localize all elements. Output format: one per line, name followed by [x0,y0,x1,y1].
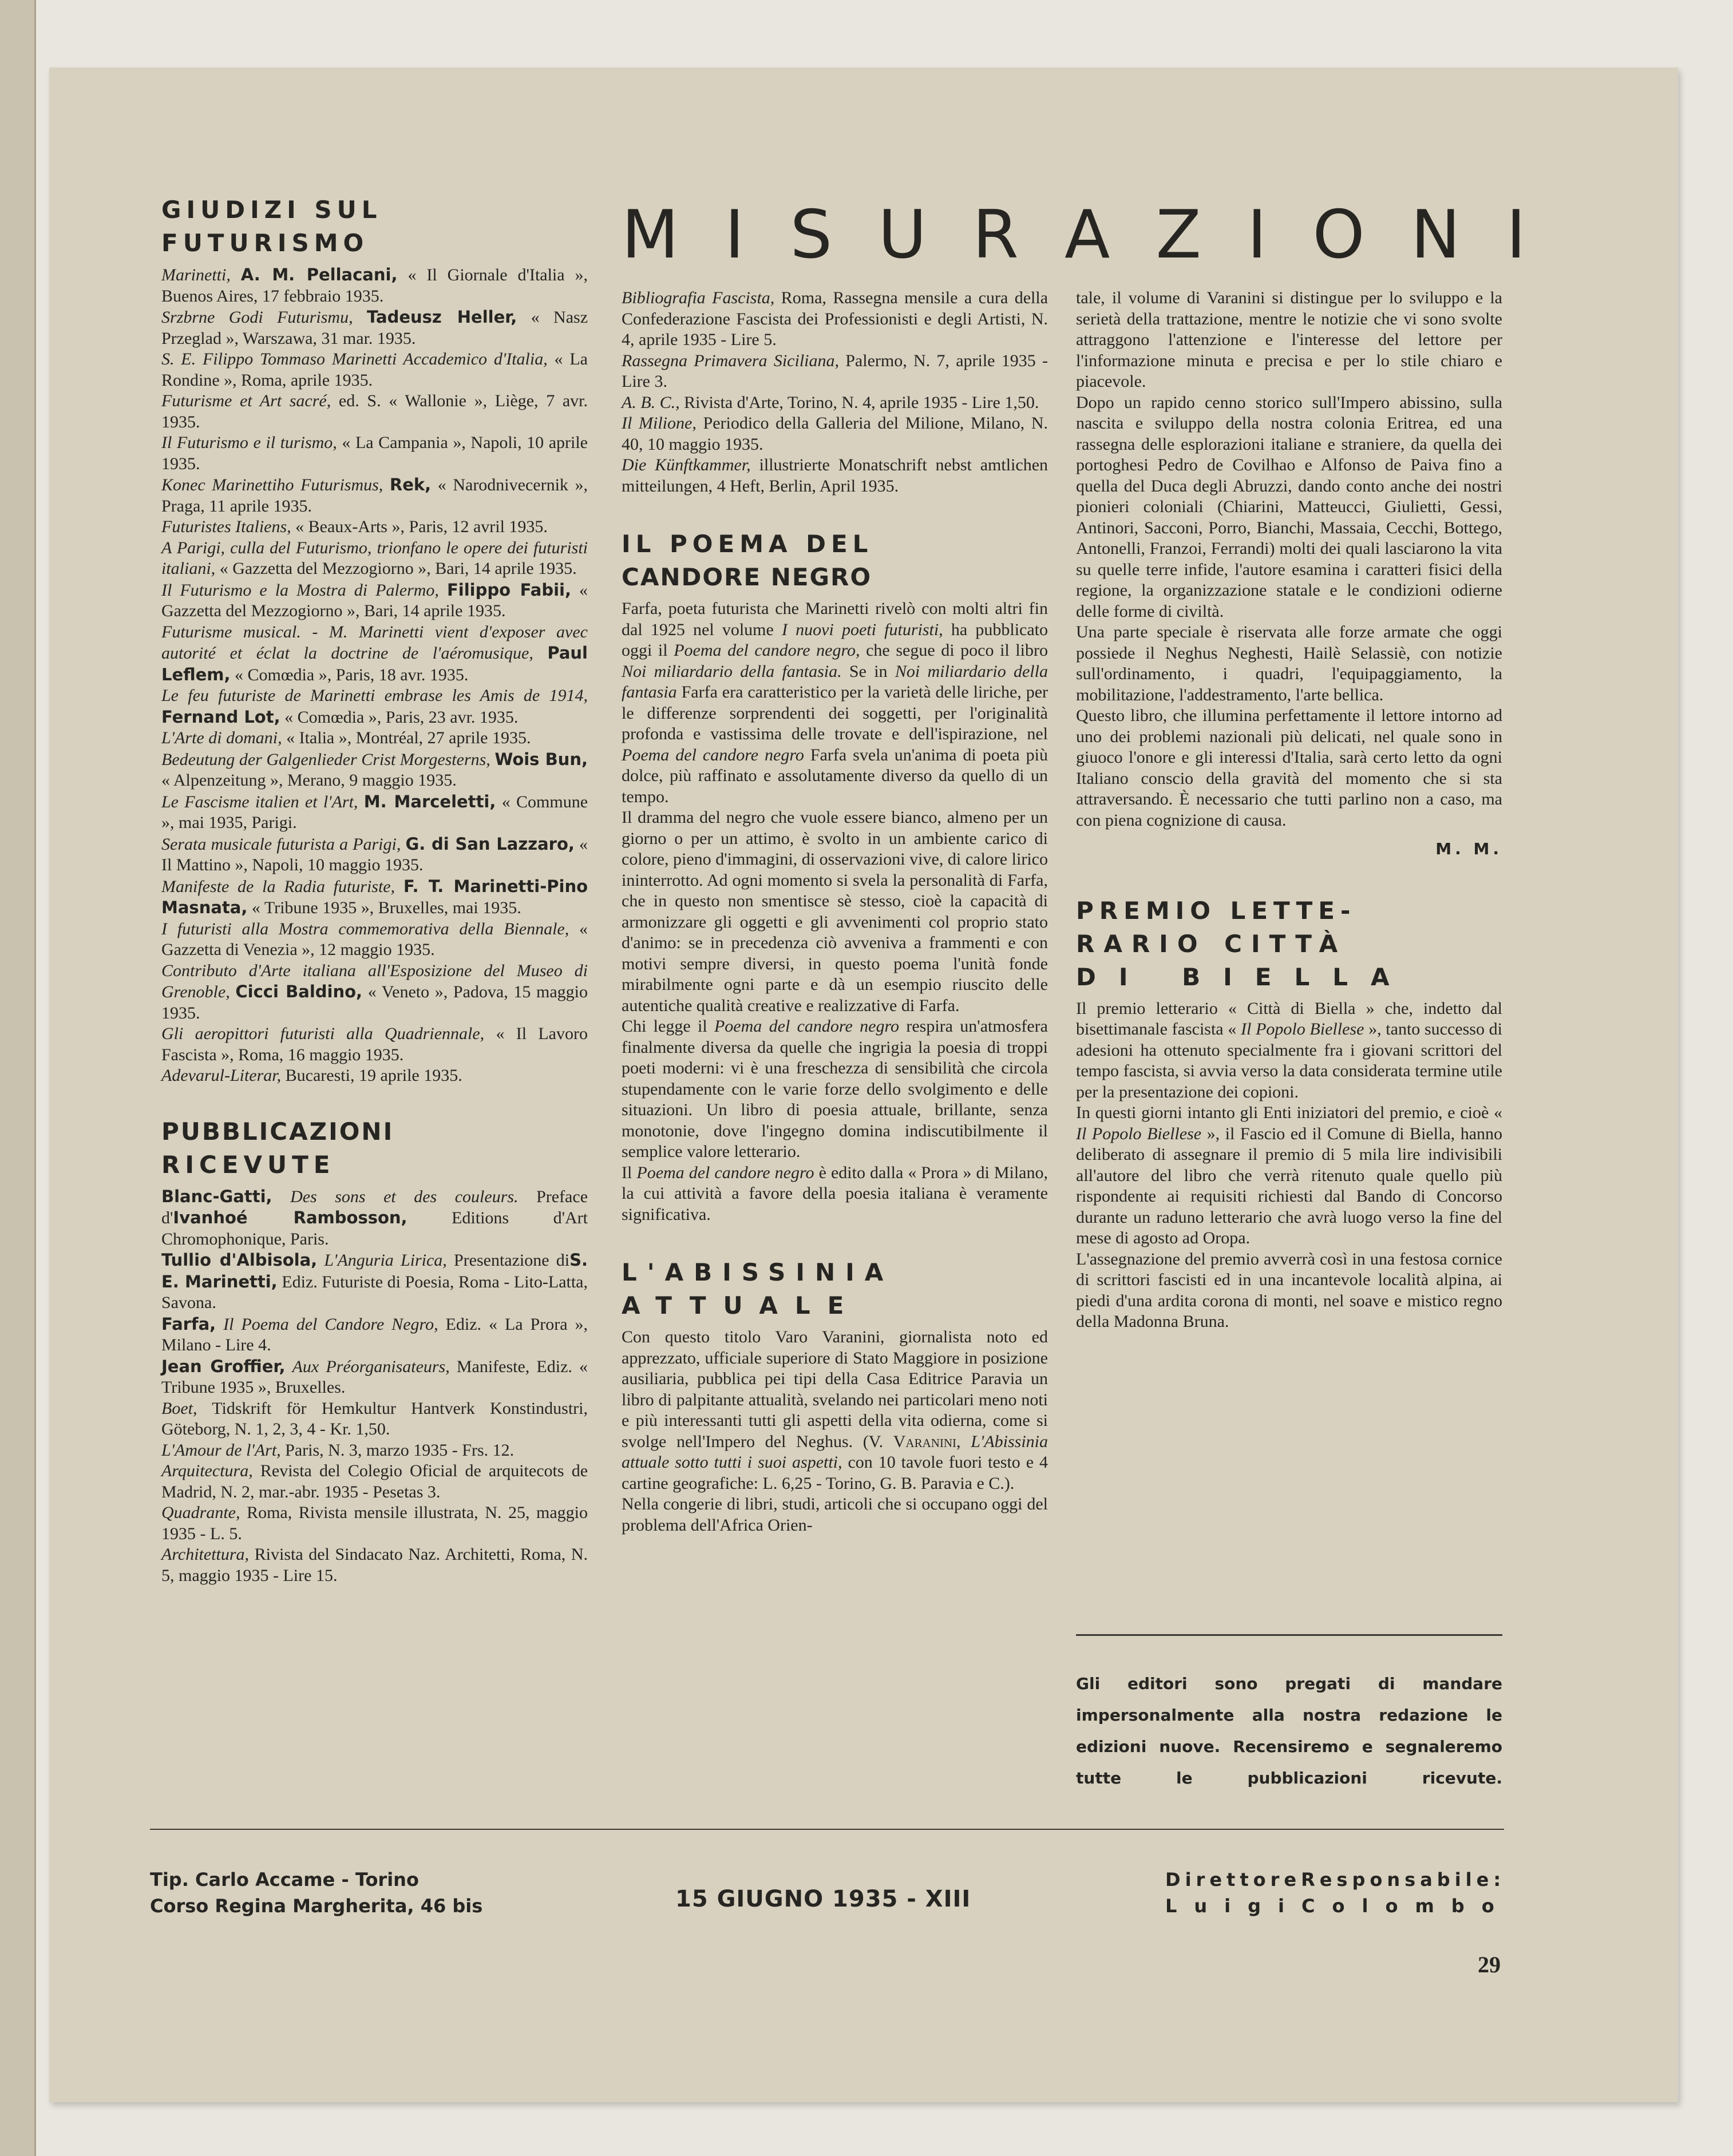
issue-date: 15 GIUGNO 1935 - XIII [675,1886,971,1912]
text-segment: », il Fascio ed il Comune di Biella, hanno deliberato di assegnare il premio di 5 mila lire indivisibili all'autore del libro che verrà ritenuto quale quello più rispondente ai requisiti richiesti dal Bando di Concorso durante un raduno letterario che avrà luogo verso la fine del mese di agosto ad Oropa. [1076,1124,1503,1247]
judgment-entry [161,834,588,876]
source-info: « Gazzetta di Venezia », 12 maggio 1935. [161,919,588,959]
abissinia-paragraph: Nella congerie di libri, studi, articoli che si occupano oggi del problema dell'Africa Orien- [622,1495,1048,1535]
farfa-paragraph [622,599,1048,807]
source-info: « Veneto », Padova, 15 maggio 1935. [161,982,588,1022]
text-segment [961,1432,971,1451]
article-title: Konec Marinettiho Futurismus, [161,475,383,494]
page-title: M I S U R A Z I O N I [622,196,1526,274]
publication-entry [161,1461,588,1503]
publication-details: Roma, Rivista mensile illustrata, N. 25, maggio 1935 - L. 5. [161,1503,588,1543]
source-info: « Il Lavoro Fascista », Roma, 16 maggio 1935. [161,1024,588,1064]
article-title: Marinetti, [161,265,231,284]
publication-entry [161,1544,588,1586]
article-title: Serata musicale futurista a Parigi, [161,834,401,854]
premio-heading: PREMIO LETTE- RARIO CITTÀ DI BIELLA [1076,896,1412,991]
publication-title: Bibliografia Fascista, [622,288,775,307]
text-segment: Farfa, poeta futurista che Marinetti rivelò con molti altri fin dal 1925 nel volume [622,599,1048,639]
source-info: « Comœdia », Paris, 18 avr. 1935. [235,665,469,684]
footer-divider [150,1829,1504,1830]
publication-entry [622,351,1048,393]
pubblicazioni-heading: PUBBLICAZIONI RICEVUTE [161,1117,394,1179]
judgment-entry [161,876,588,919]
judgment-entry [161,517,588,538]
giudizi-heading: GIUDIZI SUL FUTURISMO [161,196,382,257]
author-name: Filippo Fabii, [446,580,571,600]
source-info: « Gazzetta del Mezzogiorno », Bari, 14 aprile 1935. [161,580,588,620]
farfa-paragraph: Il dramma del negro che vuole essere bianco, almeno per un giorno o per un attimo, è svolto in un ambiente carico di colore, pieno d'immagini, di osservazioni vive, di calore lirico ininterrotto. Ad ogni momento si svela la personalità di Farfa, che in questo non smentisce sè stesso, cioè la capacità di armonizzare gli oggetti e gli avvenimenti col proprio stato d'animo: se in precedenza ciò avveniva a frammenti e con motivi sempre diversi, in questo poema l'unità fonde mirabilmente ogni parte e dà un esempio riuscito delle autentiche qualità creative e realizzative di Farfa. [622,808,1048,1015]
printer-info: Tip. Carlo Accame - Torino Corso Regina Margherita, 46 bis [150,1869,483,1917]
judgment-entry [161,749,588,791]
article-title: Futurisme et Art sacré, [161,391,331,410]
article-title: Adevarul-Literar, [161,1066,282,1085]
publication-details: illustrierte Monatschrift nebst amtlichen mitteilungen, 4 Heft, Berlin, April 1935. [622,455,1048,496]
author-name: Wois Bun, [494,749,588,769]
text-segment: Poema del candore negro [622,745,804,764]
publication-details: Manifeste, Ediz. « Tribune 1935 », Bruxelles. [161,1357,588,1397]
text-segment: I nuovi poeti futuristi, [782,620,943,639]
abissinia-paragraph: Questo libro, che illumina perfettamente il lettore intorno ad uno dei problemi nazionali più delicati, nel quale sono in giuoco l'onore e gli interessi d'Italia, sarà certo letto da ogni Italiano conscio della gravità del momento che si sta attraversando. È necessario che tutti parlino non a caso, ma con piena cognizione di causa. [1076,706,1502,830]
facing-page-edge [0,0,36,2156]
judgment-entry [161,433,588,474]
publication-details: Presentazione di [453,1251,570,1270]
text-segment: Farfa svela un'anima di poeta più dolce, più raffinato e assolutamente diverso da quello di un tempo. [622,745,1048,806]
text-segment: Farfa era caratteristico per la varietà delle liriche, per le differenze sorprendenti dei soggetti, per l'originalità profonda e vastissima delle trovate e dell'ispirazione, nel [622,683,1048,743]
publication-entry [161,1398,588,1440]
publication-title: Architettura, [161,1545,250,1564]
article-title: Il Futurismo e la Mostra di Palermo, [161,580,439,600]
middle-column [622,288,1048,1536]
publication-entry [161,1440,588,1461]
text-segment: Il Popolo Biellese [1241,1020,1364,1039]
publication-details: Rivista del Sindacato Naz. Architetti, Roma, N. 5, maggio 1935 - Lire 15. [161,1545,588,1585]
article-title: A Parigi, culla del Futurismo, trionfano le opere dei futuristi italiani, [161,538,588,578]
author-name: Jean Groffier, [161,1356,286,1376]
text-segment: con 10 tavole fuori testo e 4 cartine geografiche: L. 6,25 - Torino, G. B. Paravia e C.). [622,1453,1048,1493]
premio-paragraph: L'assegnazione del premio avverrà così in una festosa cornice di scrittori fascisti ed in una incantevole località alpina, ai piedi d'una ardita corona di monti, nel soave e mistico regno della Madonna Bruna. [1076,1249,1502,1331]
source-info: « Tribune 1935 », Bruxelles, mai 1935. [251,898,521,917]
publication-entry [161,1314,588,1356]
source-info: « Narodnivecernik », Praga, 11 aprile 1935. [161,475,588,516]
text-segment: Noi miliardario della fantasia. [622,661,842,681]
judgment-entry [161,961,588,1024]
publication-details: Periodico della Galleria del Milione, Milano, N. 40, 10 maggio 1935. [622,414,1048,454]
article-title: Contributo d'Arte italiana all'Esposizione del Museo di Grenoble, [161,961,588,1001]
director-info: Direttore Responsabile: Luigi Colombo [1165,1869,1512,1917]
abissinia-paragraph [622,1327,1048,1494]
text-segment: In questi giorni intanto gli Enti iniziatori del premio, e cioè « [1076,1103,1502,1122]
text-segment: Il [622,1163,637,1182]
notice-divider [1076,1634,1502,1636]
author-name: Fernand Lot, [161,707,280,727]
farfa-paragraph [622,1016,1048,1163]
author-name: Farfa, [161,1314,216,1334]
abissinia-heading: L'ABISSINIA ATTUALE [622,1258,894,1319]
article-title: Le Fascisme italien et l'Art, [161,792,358,811]
author-name: A. M. Pellacani, [240,265,398,284]
source-info: Bucaresti, 19 aprile 1935. [285,1066,462,1085]
article-title: Futuristes Italiens, [161,517,291,536]
text-segment: L'Abissinia attuale sotto tutti i suoi aspetti, [622,1432,1048,1472]
article-title: I futuristi alla Mostra commemorativa della Biennale, [161,919,569,938]
premio-paragraph [1076,998,1502,1103]
page-number: 29 [1478,1952,1501,1977]
text-segment: respira un'atmosfera finalmente diversa da quelle che ingrigia la poesia di troppi poeti moderni: vi è una freschezza di sensibilità che circola stupendamente con le varie forze dello svolgimento e delle situazioni. Un libro di poesia attuale, brillante, senza monotonie, dove l'ingegno domina indiscutibilmente il semplice valore letterario. [622,1017,1048,1161]
author-name: Cicci Baldino, [235,982,363,1001]
source-info: « Gazzetta del Mezzogiorno », Bari, 14 aprile 1935. [219,559,577,578]
publication-title: Die Künftkammer, [622,455,751,474]
author-name: M. Marceletti, [363,791,496,811]
judgment-entry [161,685,588,728]
source-info: « Il Giornale d'Italia », Buenos Aires, 17 febbraio 1935. [161,265,588,306]
judgment-entry [161,622,588,686]
publication-entry [622,393,1048,414]
publication-title: Il Milione, [622,414,697,433]
publication-entry [622,413,1048,455]
publications-list-continued [622,288,1048,497]
source-info: « Alpenzeitung », Merano, 9 maggio 1935. [161,771,457,790]
source-info: « Commune », mai 1935, Parigi. [161,792,588,832]
publication-details: Palermo, N. 7, aprile 1935 - Lire 3. [622,351,1048,391]
text-segment: ha pubblicato oggi il [622,620,1048,660]
author-name: Rek, [389,475,432,494]
text-segment: Se in [841,661,895,681]
text-segment: Con questo titolo Varo Varanini, giornalista noto ed apprezzato, ufficiale superiore di Stato Maggiore in posizione ausiliaria, pubblica pei tipi della Casa Editrice Paravia un libro di palpitante attualità, svelando nei particolari meno noti e più interessanti tutti gli aspetti della vita odierna, come si svolge nell'Impero del Neghus. (V. [622,1327,1048,1451]
text-segment: Poema del candore negro [636,1163,814,1182]
article-title: Il Futurismo e il turismo, [161,433,337,452]
article-title: Le feu futuriste de Marinetti embrase les Amis de 1914, [161,686,588,705]
publication-entry [161,1503,588,1544]
author-name: Tadeusz Heller, [366,307,517,327]
publication-details: Ediz. « La Prora », Milano - Lire 4. [161,1314,588,1354]
author-name: F. T. Marinetti-Pino Masnata, [161,876,588,917]
author-signature: M. M. [1435,839,1502,858]
publications-list [161,1186,588,1587]
source-info: ed. S. « Wallonie », Liège, 7 avr. 1935. [161,391,588,431]
article-title: S. E. Filippo Tommaso Marinetti Accademico d'Italia, [161,350,548,368]
premio-paragraph [1076,1103,1502,1249]
publication-details: Rivista d'Arte, Torino, N. 4, aprile 1935 - Lire 1,50. [684,393,1039,412]
judgment-entry [161,307,588,349]
article-title: L'Arte di domani, [161,728,282,747]
publication-details: Ediz. Futuriste di Poesia, Roma - Lito-Latta, Savona. [161,1272,588,1312]
article-title: Srzbrne Godi Futurismu, [161,308,353,327]
author-name: Ivanhoé Rambosson, [173,1208,407,1227]
text-segment: Poema del candore negro [714,1017,900,1036]
judgment-entry [161,474,588,517]
article-title: Gli aeropittori futuristi alla Quadriennale, [161,1024,485,1043]
judgment-entry [161,919,588,961]
publication-details: Tidskrift för Hemkultur Hantverk Konstindustri, Göteborg, N. 1, 2, 3, 4 - Kr. 1,50. [161,1398,588,1438]
publication-title: A. B. C., [622,393,680,412]
publication-title: L'Amour de l'Art, [161,1440,281,1460]
abissinia-paragraph: tale, il volume di Varanini si distingue per lo sviluppo e la serietà della trattazione, mentre le notizie che vi sono svolte attraggono l'attenzione e l'interesse del lettore per l'informazione minuta e precisa e per lo stile chiaro e piacevole. [1076,288,1502,391]
article-title: Manifeste de la Radia futuriste, [161,877,395,896]
left-column [161,193,588,1586]
author-name: Paul Leflem, [161,643,588,684]
author-name: S. E. Marinetti, [161,1250,588,1291]
editors-notice: Gli editori sono pregati di mandare impersonalmente alla nostra redazione le edizioni nuove. Recensiremo e segnaleremo tutte le pubblicazioni ricevute. [1076,1674,1502,1788]
judgment-entry [161,728,588,749]
text-segment: Il Popolo Biellese [1076,1124,1202,1143]
judgment-entry [161,349,588,391]
publication-title: Aux Préorganisateurs, [292,1357,450,1376]
author-name: Tullio d'Albisola, [161,1250,318,1270]
source-info: « Nasz Przeglad », Warszawa, 31 mar. 1935. [161,308,588,348]
publication-entry [161,1356,588,1398]
text-segment: Poema del candore negro, [674,641,860,660]
publication-title: Quadrante, [161,1503,240,1522]
publication-details: Revista del Colegio Oficial de arquitecots de Madrid, N. 2, mar.-abr. 1935 - Pesetas 3. [161,1461,588,1501]
author-name: G. di San Lazzaro, [405,834,575,854]
farfa-paragraph [622,1163,1048,1226]
abissinia-paragraph: Dopo un rapido cenno storico sull'Impero abissino, sulla nascita e sviluppo della nostra colonia Eritrea, ed una rassegna delle esplorazioni italiane e straniere, da quella dei portoghesi Pedro de Covilhao e Alfonso de Paiva fino a quella del Duca degli Abruzzi, dando conto anche dei nostri pionieri coloniali (Chiarini, Matteucci, Giulietti, Gessi, Antinori, Sacconi, Porro, Bianchi, Massaia, Cecchi, Bottego, Antonelli, Franzoi, Ferrandi) molti dei quali lasciarono la vita su quelle terre infide, l'autore esamina i caratteri fisici della regione, la organizzazione statale e le condizioni odierne delle forme di civiltà. [1076,393,1502,621]
publication-entry [161,1186,588,1250]
publication-details: Roma, Rassegna mensile a cura della Confederazione Fascista dei Professionisti e degli Artisti, N. 4, aprile 1935 - Lire 5. [622,288,1048,349]
text-segment: Chi legge il [622,1017,714,1036]
source-info: « Beaux-Arts », Paris, 12 avril 1935. [295,517,548,536]
publication-entry [622,288,1048,351]
source-info: « Italia », Montréal, 27 aprile 1935. [286,728,531,747]
judgment-entry [161,264,588,307]
text-segment: Il premio letterario « Città di Biella » che, indetto dal bisettimanale fascista « [1076,998,1502,1039]
source-info: « Comœdia », Paris, 23 avr. 1935. [284,707,519,727]
publication-title: Arquitectura, [161,1461,253,1480]
source-info: « La Campania », Napoli, 10 aprile 1935. [161,433,588,473]
source-info: « La Rondine », Roma, aprile 1935. [161,350,588,390]
judgments-list [161,264,588,1087]
judgment-entry [161,538,588,580]
publication-entry [161,1250,588,1314]
judgment-entry [161,791,588,834]
publication-title: Il Poema del Candore Negro, [223,1314,438,1334]
text-segment: », tanto successo di adesioni ha ottenuto specialmente fra i giovani scrittori del tempo fascista, si avvia verso la data considerata termine utile per la presentazione dei copioni. [1076,1020,1503,1101]
judgment-entry [161,1024,588,1065]
publication-entry [622,455,1048,497]
publication-details: Paris, N. 3, marzo 1935 - Frs. 12. [285,1440,515,1460]
text-segment: Varanini, [893,1432,961,1451]
text-segment: Noi miliardario della fantasia [622,661,1048,702]
article-title: Futurisme musical. - M. Marinetti vient d'exposer avec autorité et éclat la doctrine de l'aéromusique, [161,622,588,663]
publication-title: L'Anguria Lirica, [324,1251,447,1270]
abissinia-paragraph: Una parte speciale è riservata alle forze armate che oggi possiede il Neghus Neghesti, Hailè Selassiè, con notizie sull'ordinamento, i quadri, l'equipaggiamento, la mobilitazione, l'addestramento, l'arte bellica. [1076,623,1502,704]
publication-details: Editions d'Art Chromophonique, Paris. [161,1208,588,1249]
right-column [1076,288,1502,1333]
farfa-heading: IL POEMA DEL CANDORE NEGRO [622,530,873,591]
article-title: Bedeutung der Galgenlieder Crist Morgesterns, [161,750,490,769]
judgment-entry [161,1065,588,1087]
publication-title: Des sons et des couleurs. [290,1187,519,1206]
judgment-entry [161,580,588,622]
publication-title: Boet, [161,1398,197,1418]
author-name: Blanc-Gatti, [161,1186,272,1206]
text-segment: che segue di poco il libro [860,641,1048,660]
publication-title: Rassegna Primavera Siciliana, [622,351,839,370]
text-segment: è edito dalla « Prora » di Milano, la cui attività a favore della poesia italiana è veramente significativa. [622,1163,1048,1224]
publication-details: Preface d' [161,1187,588,1227]
judgment-entry [161,391,588,433]
source-info: « Il Mattino », Napoli, 10 maggio 1935. [161,834,588,874]
